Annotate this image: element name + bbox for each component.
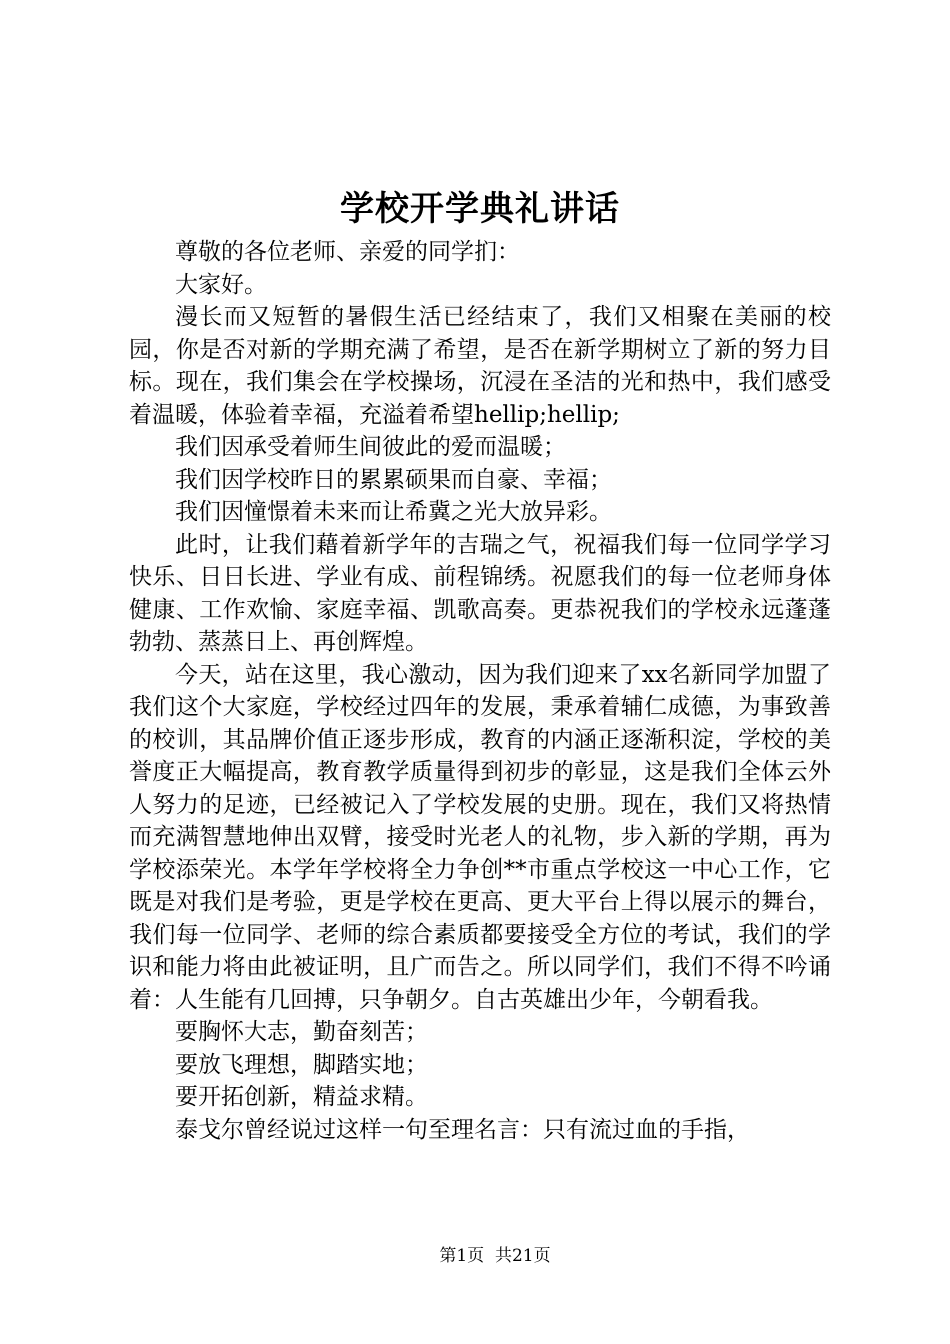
paragraph-opening: 漫长而又短暂的暑假生活已经结束了，我们又相聚在美丽的校园，你是否对新的学期充满了希望，是否在新学期树立了新的努力目标。现在，我们集会在学校操场，沉浸在圣洁的光和热中，我们感受着温暖，体验着幸福，充溢着希望hellip;hellip;: [129, 304, 831, 428]
paragraph-ideals: 要放飞理想，脚踏实地；: [175, 1051, 428, 1078]
document-body: [129, 236, 831, 1146]
paragraph-hope: 我们因憧憬着未来而让希冀之光大放异彩。: [175, 499, 612, 525]
salutation: 尊敬的各位老师、亲爱的同学扪：: [175, 239, 520, 265]
paragraph-pride: 我们因学校昨日的累累硕果而自豪、幸福；: [175, 466, 612, 493]
paragraph-tagore: 泰戈尔曾经说过这样一句至理名言：只有流过血的手指，: [175, 1116, 750, 1143]
paragraph-today: 今天，站在这里，我心激动，因为我们迎来了xx名新同学加盟了我们这个大家庭，学校经过四年的发展，秉承着辅仁成德，为事致善的校训，其品牌价值正逐步形成，教育的内涵正逐渐积淀，学校的美誉度正大幅提高，教育教学质量得到初步的彰显，这是我们全体云外人努力的足迹，已经被记入了学校发展的史册。现在，我们又将热情而充满智慧地伸出双臂，接受时光老人的礼物，步入新的学期，再为学校添荣光。本学年学校将全力争创**市重点学校这一中心工作，它既是对我们是考验，更是学校在更高、更大平台上得以展示的舞台，我们每一位同学、老师的综合素质都要接受全方位的考试，我们的学识和能力将由此被证明，且广而告之。所以同学们，我们不得不吟诵着：人生能有几回搏，只争朝夕。自古英雄出少年，今朝看我。: [129, 661, 831, 1013]
paragraph-warmth: 我们因承受着师生间彼此的爱而温暖；: [175, 434, 566, 460]
document-title: 学校开学典礼讲话: [340, 189, 620, 229]
greeting: 大家好。: [175, 271, 267, 298]
paragraph-ambition: 要胸怀大志，勤奋刻苦；: [175, 1019, 428, 1045]
page-number-footer: 第1页 共21页: [439, 1246, 551, 1266]
paragraph-blessing: 此时，让我们藉着新学年的吉瑞之气，祝福我们每一位同学学习快乐、日日长进、学业有成、前程锦绣。祝愿我们的每一位老师身体健康、工作欢愉、家庭幸福、凯歌高奏。更恭祝我们的学校永远蓬蓬勃勃、蒸蒸日上、再创辉煌。: [129, 531, 831, 655]
paragraph-innovation: 要开拓创新，精益求精。: [175, 1084, 428, 1110]
